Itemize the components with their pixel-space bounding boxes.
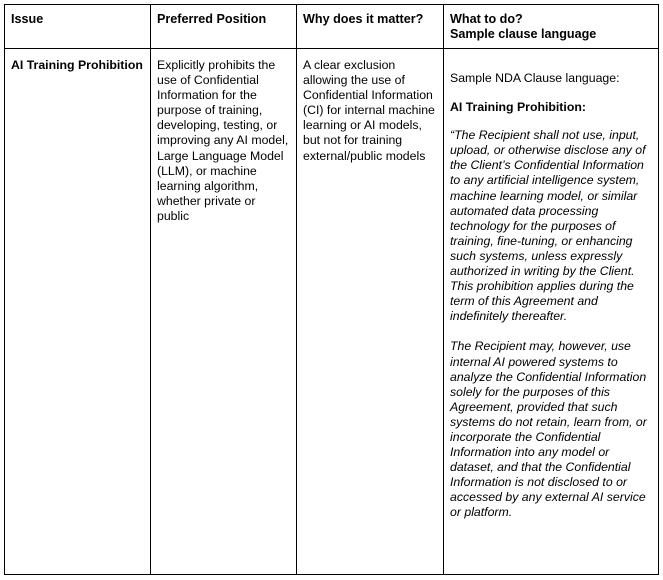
clause-intro: Sample NDA Clause language:: [450, 71, 620, 85]
clause-paragraph-1: “The Recipient shall not use, input, upload, or otherwise disclose any of the Client’s Confidential Information to any artificial intelligence system, machine learning model, or similar automated data processing technology for the purposes of training, fine-tuning, or enhancing such systems, unless expressly authorized in writing by the Client. This prohibition applies during the term of this Agreement and indefinitely thereafter.: [450, 128, 646, 324]
table-row: [5, 49, 659, 575]
header-preferred-position: Preferred Position: [151, 5, 297, 49]
issue-label: AI Training Prohibition: [11, 58, 143, 72]
cell-preferred-position: Explicitly prohibits the use of Confidential Information for the purpose of training, developing, testing, or improving any AI model, Large Language Model (LLM), or machine learning algorithm, whether private or public: [151, 49, 297, 575]
cell-issue: [5, 49, 151, 575]
header-issue: Issue: [5, 5, 151, 49]
header-why-matter: Why does it matter?: [297, 5, 444, 49]
clause-paragraph-2: The Recipient may, however, use internal AI powered systems to analyze the Confidential Information solely for the purposes of this Agreement, provided that such systems do not retain, learn from, or incorporate the Confidential Information into any model or dataset, and that the Confidential Information is not disclosed to or accessed by any external AI service or platform.: [450, 339, 647, 520]
header-what-to-do: [444, 5, 659, 49]
cell-why-matter: A clear exclusion allowing the use of Confidential Information (CI) for internal machine learning or AI models, but not for training external/public models: [297, 49, 444, 575]
clause-heading: AI Training Prohibition:: [450, 100, 586, 115]
header-what-to-do-title: What to do?: [450, 12, 523, 26]
header-sample-clause: Sample clause language: [450, 27, 597, 41]
cell-what-to-do: [444, 49, 659, 575]
table-header-row: [5, 5, 659, 49]
nda-issues-table: [4, 4, 659, 575]
